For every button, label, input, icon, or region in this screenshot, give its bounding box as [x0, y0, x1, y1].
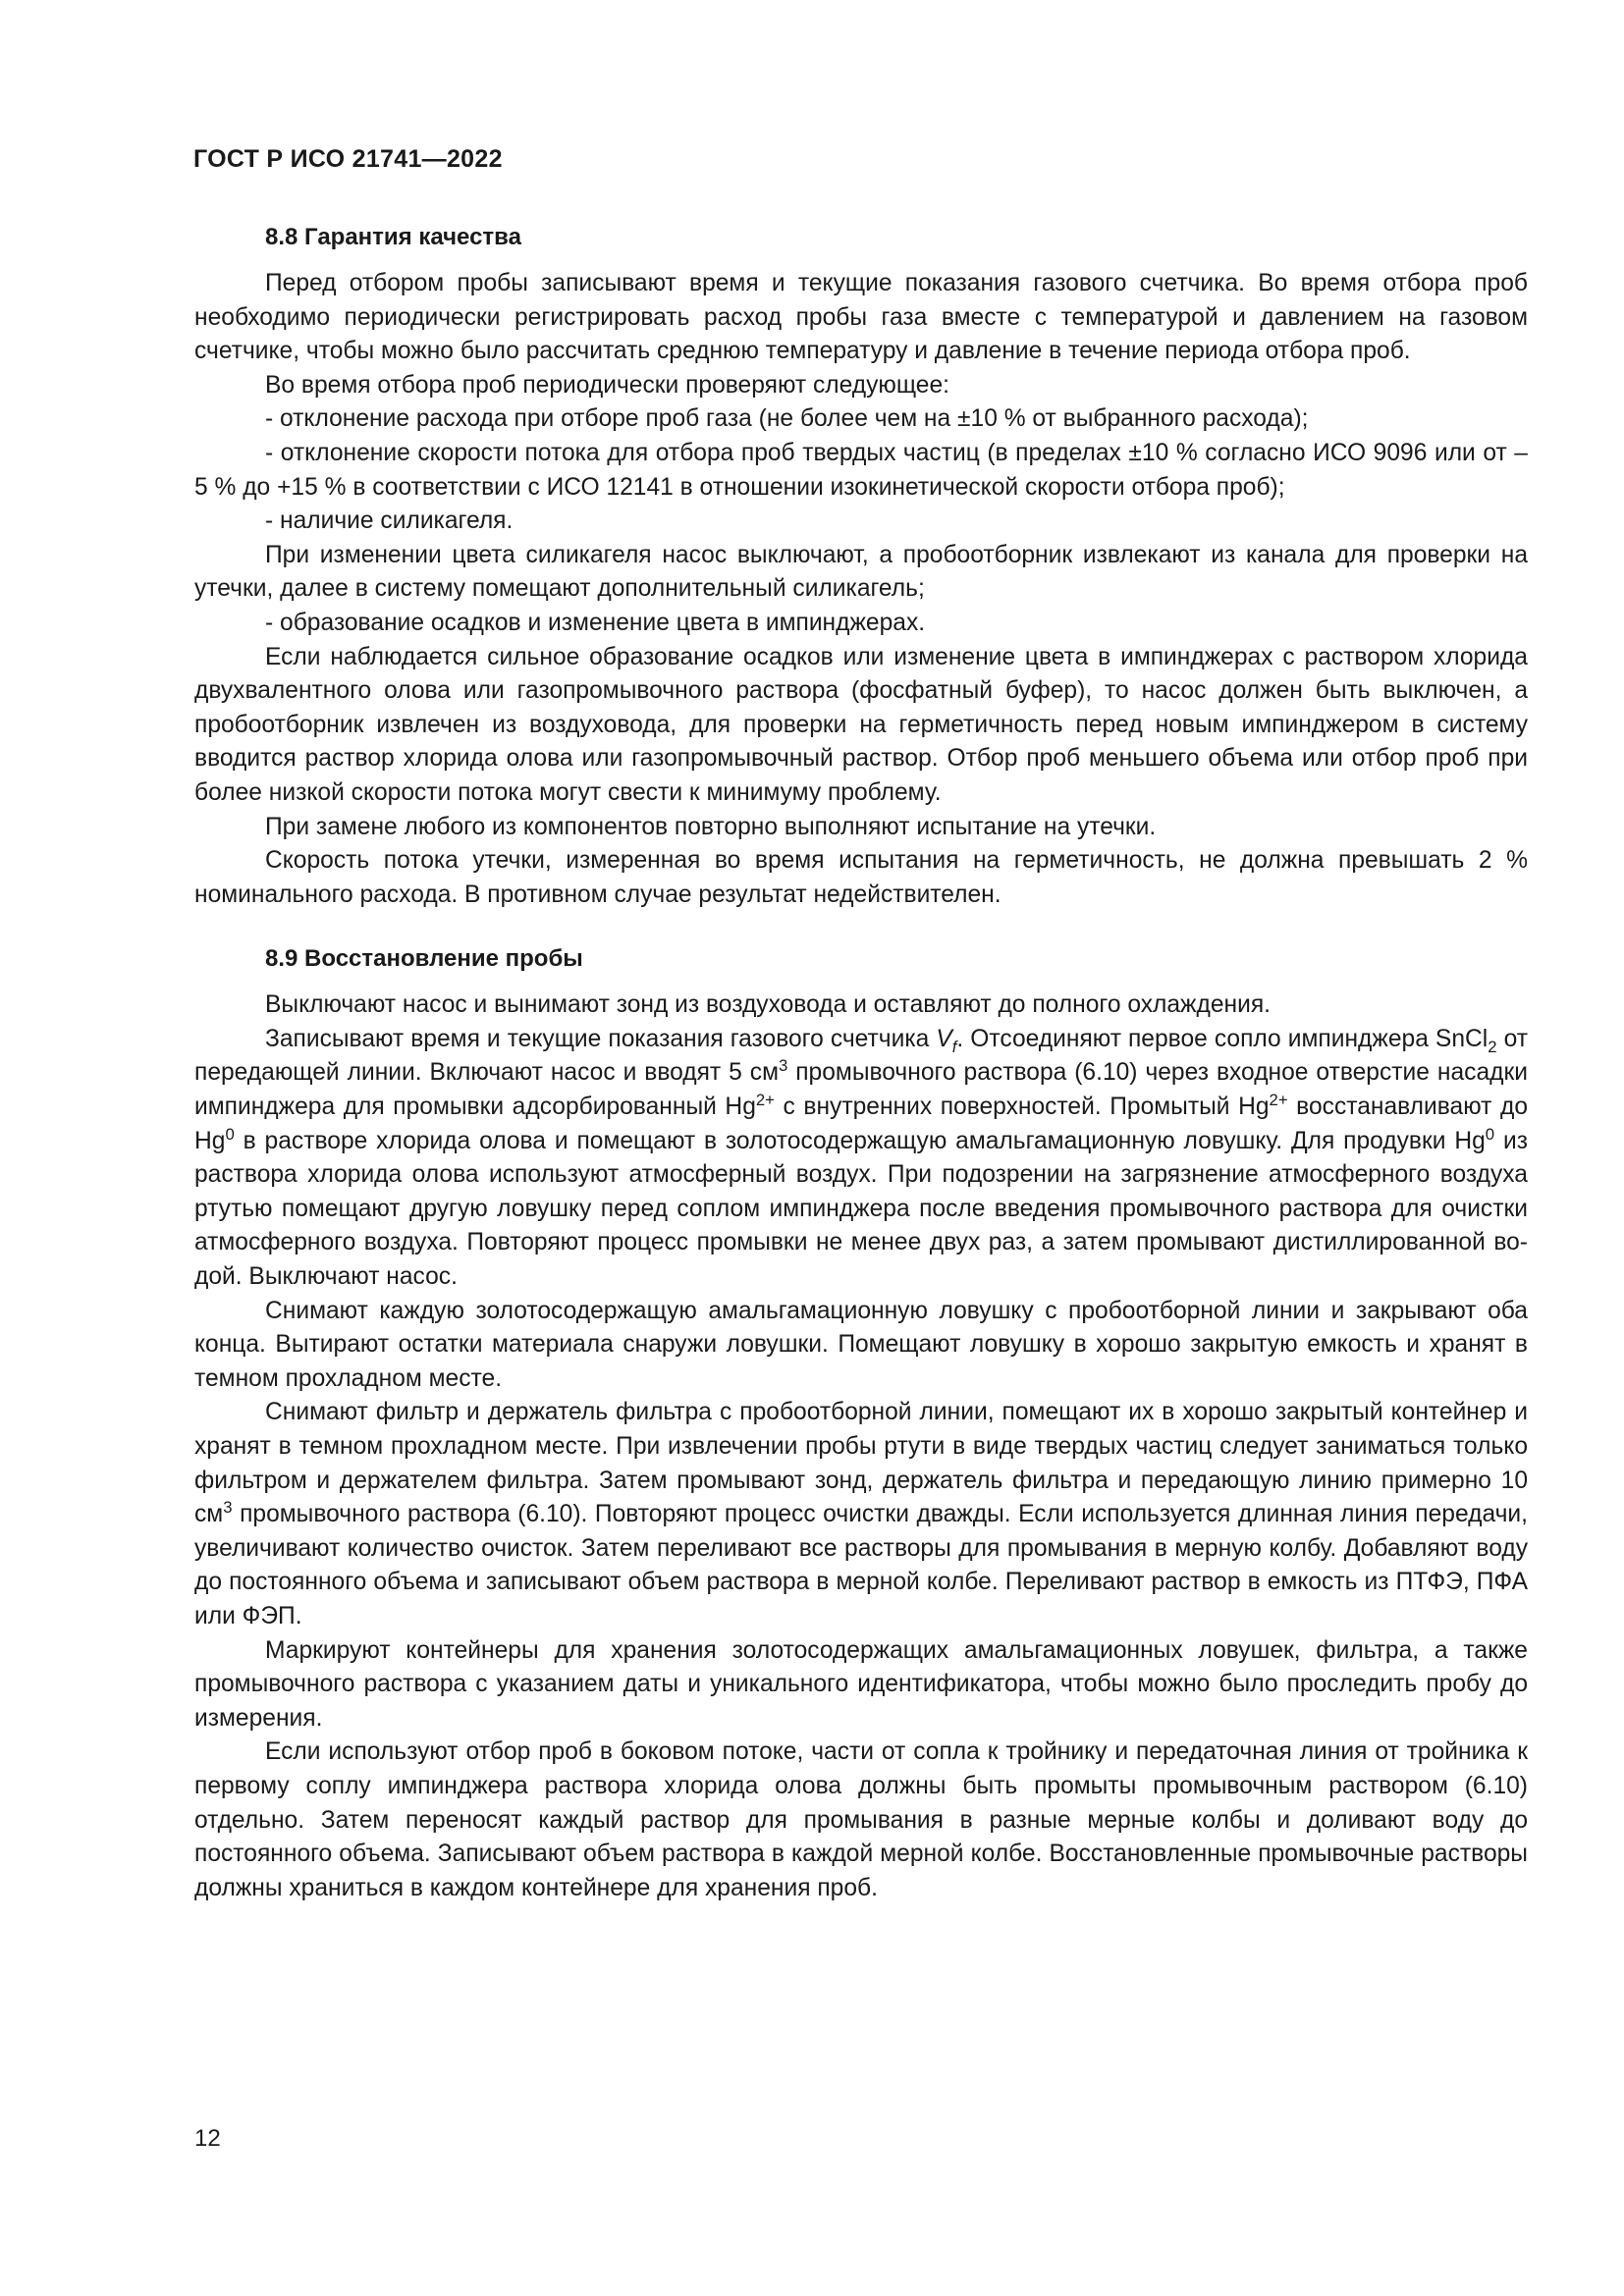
- list-item: - наличие силикагеля.: [265, 507, 514, 535]
- document-header: ГОСТ Р ИСО 21741—2022: [193, 145, 503, 173]
- paragraph: При замене любого из компонентов повторно выполняют испытание на утечки.: [265, 813, 1157, 840]
- paragraph: Записывают время и текущие показания газового счетчика $V_f$. Отсоединяют первое сопло импинджера SnCl$_2$ от передающей линии. Включают насос и вводят 5 $см^3$ промывочного раствора (6.10) через входное отверстие насадки импинджера для промывки адсорбированный $Hg^{2+}$ с внутренних поверхностей. Промытый $Hg^{2+}$ восстанавливают до Hg$^0$ в растворе хлорида олова и помещают в золотосодержащую амальгамационную ловушку. Для продувки Hg$^0$ из раствора хлорида олова используют атмосферный воздух. При подозрении на загрязнение атмосферного воздуха ртутью помещают другую ловушку перед соплом импинджера после введения промывочного раствора для очистки атмосферного воздуха. Повторяют процесс промывки не менее двух раз, а затем промывают дистиллированной водой. Выключают насос.: [194, 1025, 1528, 1291]
- list-item: - образование осадков и изменение цвета в импинджерах.: [265, 609, 926, 636]
- section-8-9: [194, 945, 1528, 1905]
- document-body: [194, 224, 1528, 1905]
- paragraph: Если используют отбор проб в боковом потоке, части от сопла к тройнику и передаточная линия от тройника к первому соплу импинджера раствора хлорида олова должны быть промыты промывочным раствором (6.10) отдельно. Затем переносят каждый раствор для промывания в разные мерные колбы и доливают воду до постоянного объема. Записывают объем раствора в каждой мерной колбе. Восстановленные промывочные растворы должны храниться в каждом контейнере для хранения проб.: [194, 1738, 1528, 1901]
- paragraph: Снимают каждую золотосодержащую амальгамационную ловушку с пробоотборной линии и закрывают оба конца. Вытирают остатки материала снаружи ловушки. Помещают ловушку в хорошо закрытую емкость и хранят в темном прохладном месте.: [194, 1297, 1528, 1392]
- list-item: - отклонение расхода при отборе проб газа (не более чем на ±10 % от выбранного расхода);: [265, 405, 1309, 433]
- paragraph: При изменении цвета силикагеля насос выключают, а пробоотборник извлекают из канала для проверки на утечки, далее в систему помещают дополнительный силикагель;: [194, 541, 1528, 603]
- section-heading-8-8: 8.8 Гарантия качества: [265, 224, 521, 250]
- paragraph: Выключают насос и вынимают зонд из воздуховода и оставляют до полного охлаждения.: [265, 991, 1272, 1019]
- paragraph: Перед отбором пробы записывают время и текущие показания газового счетчика. Во время отбора проб необходимо периодически регистрировать расход пробы газа вместе с температурой и давлением на газовом счетчике, чтобы можно было рассчитать среднюю температуру и давление в течение периода отбора проб.: [194, 270, 1528, 365]
- paragraph: Во время отбора проб периодически проверяют следующее:: [265, 371, 949, 399]
- page-number: 12: [194, 2125, 221, 2152]
- paragraph: Если наблюдается сильное образование осадков или изменение цвета в импинджерах с раствором хлорида двухвалентного олова или газопромывочного раствора (фосфатный буфер), то насос должен быть выключен, а пробоотборник извлечен из воздуховода, для проверки на герметичность перед новым импинджером в систему вводится раствор хлорида олова или газопромывочный раствор. Отбор проб меньшего объема или отбор проб при более низкой скорости потока могут свести к минимуму проблему.: [194, 643, 1528, 806]
- section-heading-8-9: 8.9 Восстановление пробы: [265, 945, 583, 973]
- paragraph: Маркируют контейнеры для хранения золотосодержащих амальгамационных ловушек, фильтра, а также промывочного раствора с указанием даты и уникального идентификатора, чтобы можно было проследить пробу до измерения.: [194, 1636, 1528, 1732]
- section-8-8: [194, 224, 1528, 912]
- paragraph: Скорость потока утечки, измеренная во время испытания на герметичность, не должна превышать 2 % номинального расхода. В противном случае результат недействителен.: [194, 847, 1528, 908]
- list-item: - отклонение скорости потока для отбора проб твердых частиц (в пределах ±10 % согласно ИСО 9096 или от –5 % до +15 % в соответствии с ИСО 12141 в отношении изокинетической скорости отбора проб);: [194, 439, 1528, 501]
- paragraph: Снимают фильтр и держатель фильтра с пробоотборной линии, помещают их в хорошо закрытый контейнер и хранят в темном прохладном месте. При извлечении пробы ртути в виде твердых частиц следует заниматься только фильтром и держателем фильтра. Затем промывают зонд, держатель фильтра и передающую линию примерно 10 $см^3$ промывочного раствора (6.10). Повторяют процесс очистки дважды. Если используется длинная линия передачи, увеличивают количество очисток. Затем переливают все растворы для промывания в мерную колбу. Добавляют воду до постоянного объема и записывают объем раствора в мерной колбе. Переливают раствор в емкость из ПТФЭ, ПФА или ФЭП.: [194, 1399, 1528, 1629]
